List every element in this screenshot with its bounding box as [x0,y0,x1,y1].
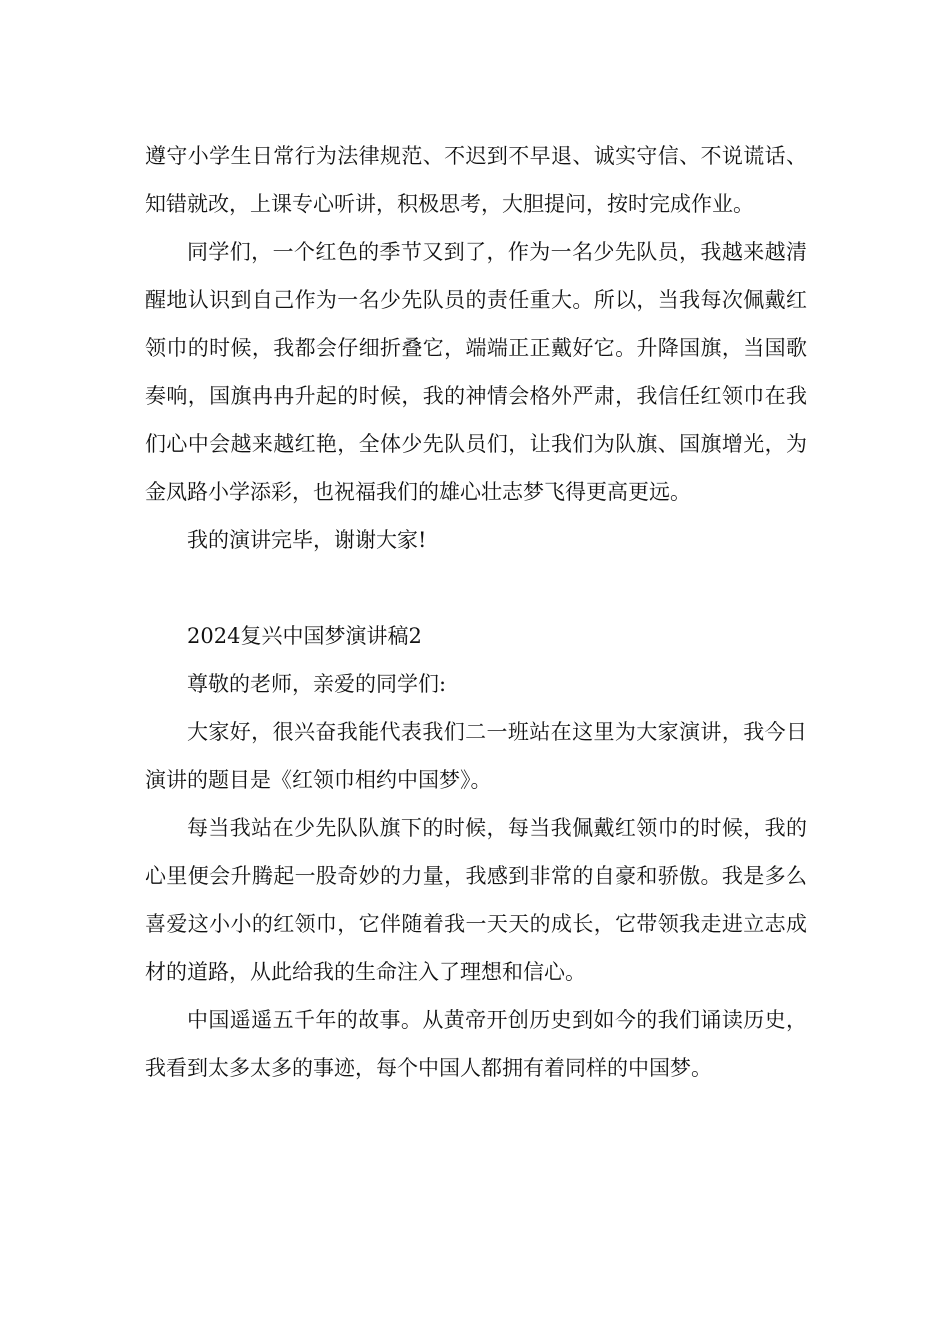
paragraph: 大家好，很兴奋我能代表我们二一班站在这里为大家演讲，我今日演讲的题目是《红领巾相约中国梦》。 [145,720,807,792]
section-title: 2024复兴中国梦演讲稿2 [187,624,422,648]
paragraph-closing: 我的演讲完毕，谢谢大家! [187,528,427,552]
document-body [145,132,807,1092]
paragraph: 同学们，一个红色的季节又到了，作为一名少先队员，我越来越清醒地认识到自己作为一名少先队员的责任重大。所以，当我每次佩戴红领巾的时候，我都会仔细折叠它，端端正正戴好它。升降国旗，当国歌奏响，国旗冉冉升起的时候，我的神情会格外严肃，我信任红领巾在我们心中会越来越红艳，全体少先队员们，让我们为队旗、国旗增光，为金凤路小学添彩，也祝福我们的雄心壮志梦飞得更高更远。 [145,240,807,504]
paragraph: 中国遥遥五千年的故事。从黄帝开创历史到如今的我们诵读历史，我看到太多太多的事迹，每个中国人都拥有着同样的中国梦。 [145,1008,807,1080]
salutation: 尊敬的老师，亲爱的同学们: [187,672,447,696]
paragraph: 每当我站在少先队队旗下的时候，每当我佩戴红领巾的时候，我的心里便会升腾起一股奇妙的力量，我感到非常的自豪和骄傲。我是多么喜爱这小小的红领巾，它伴随着我一天天的成长，它带领我走进立志成材的道路，从此给我的生命注入了理想和信心。 [145,816,807,984]
paragraph-continued: 遵守小学生日常行为法律规范、不迟到不早退、诚实守信、不说谎话、知错就改，上课专心听讲，积极思考，大胆提问，按时完成作业。 [145,144,807,216]
